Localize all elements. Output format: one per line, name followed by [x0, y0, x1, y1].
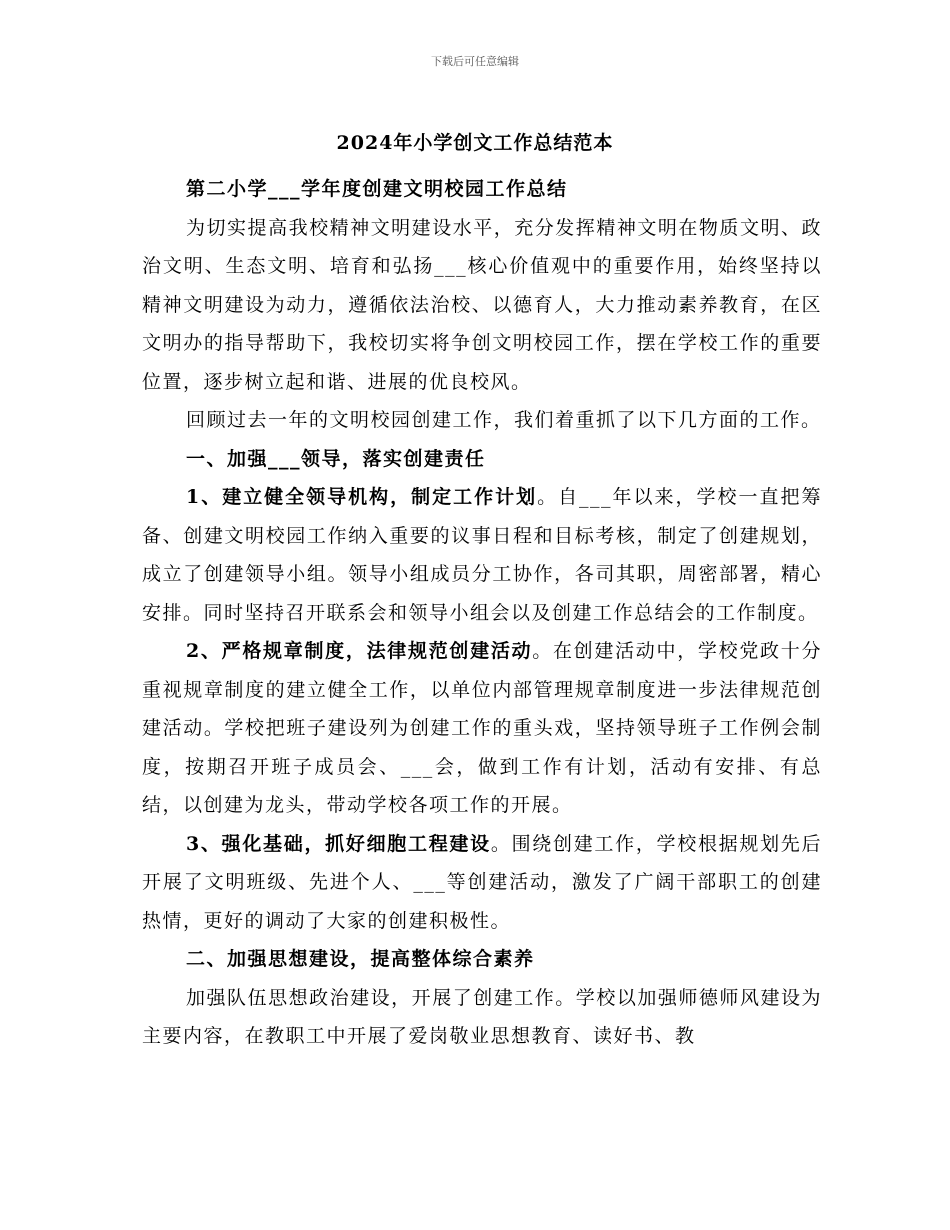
subtitle: 第二小学___学年度创建文明校园工作总结 — [186, 178, 568, 200]
section-1-item-2 — [142, 632, 822, 825]
section-1-item-1 — [142, 478, 822, 632]
section-1-item-3 — [142, 825, 822, 941]
item-2-text: 。在创建活动中，学校党政十分重视规章制度的建立健全工作，以单位内部管理规章制度进一步法律规范创建活动。学校把班子建设列为创建工作的重头戏，坚持领导班子工作例会制度，按期召开班子成员会、___会，做到工作有计划，活动有安排、有总结，以创建为龙头，带动学校各项工作的开展。 — [142, 640, 822, 816]
header-watermark: 下载后可任意编辑 — [431, 55, 519, 68]
section-1-heading: 一、加强___领导，落实创建责任 — [186, 447, 486, 470]
item-1-lead: 1、建立健全领导机构，制定工作计划 — [186, 486, 538, 508]
item-2-lead: 2、严格规章制度，法律规范创建活动 — [186, 640, 533, 662]
section-2-paragraph: 加强队伍思想政治建设，开展了创建工作。学校以加强师德师风建设为主要内容，在教职工中开展了爱岗敬业思想教育、读好书、教 — [142, 986, 822, 1047]
intro-paragraph-2: 回顾过去一年的文明校园创建工作，我们着重抓了以下几方面的工作。 — [186, 409, 822, 431]
document-body — [142, 170, 822, 1056]
item-3-lead: 3、强化基础，抓好细胞工程建设 — [186, 832, 491, 855]
item-3-text: 。围绕创建工作，学校根据规划先后开展了文明班级、先进个人、___等创建活动，激发了广阔干部职工的创建热情，更好的调动了大家的创建积极性。 — [142, 832, 822, 932]
document-title: 2024年小学创文工作总结范本 — [336, 132, 614, 154]
intro-paragraph-1: 为切实提高我校精神文明建设水平，充分发挥精神文明在物质文明、政治文明、生态文明、培育和弘扬___核心价值观中的重要作用，始终坚持以精神文明建设为动力，遵循依法治校、以德育人，大力推动素养教育，在区文明办的指导帮助下，我校切实将争创文明校园工作，摆在学校工作的重要位置，逐步树立起和谐、进展的优良校风。 — [142, 216, 822, 393]
item-1-text: 。自___年以来，学校一直把筹备、创建文明校园工作纳入重要的议事日程和目标考核，制定了创建规划，成立了创建领导小组。领导小组成员分工协作，各司其职，周密部署，精心安排。同时坚持召开联系会和领导小组会以及创建工作总结会的工作制度。 — [142, 486, 822, 624]
section-2-heading: 二、加强思想建设，提高整体综合素养 — [186, 948, 535, 970]
